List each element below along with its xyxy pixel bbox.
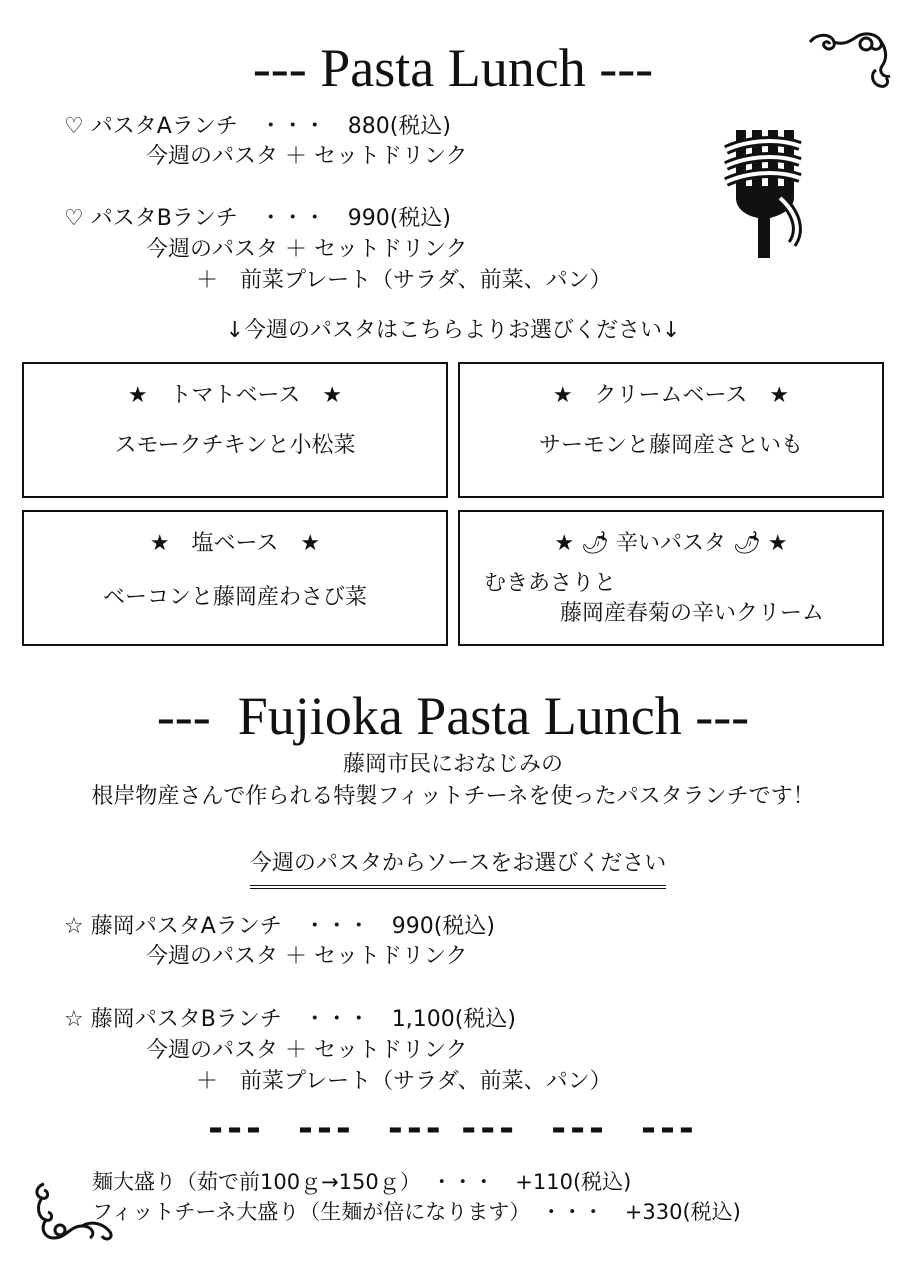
fujioka-set-b-desc1: 今週のパスタ ＋ セットドリンク — [146, 1038, 468, 1063]
box-heading: ★ トマトベース ★ — [127, 383, 343, 408]
box-dish: スモークチキンと小松菜 — [114, 433, 356, 458]
extra-noodle-large: 麺大盛り（茹で前100ｇ→150ｇ） ・・・ +110(税込) — [92, 1170, 632, 1194]
fujioka-set-a-desc: 今週のパスタ ＋ セットドリンク — [146, 944, 468, 969]
fujioka-intro-2: 根岸物産さんで作られる特製フィットチーネを使ったパスタランチです！ — [91, 784, 815, 809]
box-dish-line1: むきあさりと — [484, 571, 617, 596]
box-heading: ★ 🌶 辛いパスタ 🌶 ★ — [554, 531, 788, 556]
set-a-name: ♡ パスタAランチ ・・・ 880(税込) — [64, 114, 451, 139]
box-heading: ★ クリームベース ★ — [552, 383, 790, 408]
set-a-desc: 今週のパスタ ＋ セットドリンク — [146, 144, 468, 169]
fujioka-set-b-name: ☆ 藤岡パスタBランチ ・・・ 1,100(税込) — [64, 1007, 516, 1032]
fujioka-title: --- Fujioka Pasta Lunch --- — [156, 686, 750, 746]
box-dish: ベーコンと藤岡産わさび菜 — [102, 585, 367, 610]
sauce-choose-note-wrap — [0, 830, 906, 889]
box-dish-line2: 藤岡産春菊の辛いクリーム — [560, 601, 825, 626]
box-dish: サーモンと藤岡産さといも — [538, 433, 803, 458]
choose-note: ↓今週のパスタはこちらよりお選びください↓ — [225, 318, 681, 343]
cream-base-box — [458, 362, 884, 498]
box-heading: ★ 塩ベース ★ — [149, 531, 321, 556]
section-separator: --- --- --- --- --- --- — [208, 1108, 698, 1149]
fujioka-set-a-name: ☆ 藤岡パスタAランチ ・・・ 990(税込) — [64, 914, 495, 939]
extra-fettuccine-large: フィットチーネ大盛り（生麺が倍になります） ・・・ +330(税込) — [92, 1200, 741, 1224]
set-b-desc2: ＋ 前菜プレート（サラダ、前菜、パン） — [196, 268, 612, 293]
sauce-choose-note: 今週のパスタからソースをお選びください — [250, 849, 666, 889]
set-b-name: ♡ パスタBランチ ・・・ 990(税込) — [64, 206, 451, 231]
pasta-lunch-title: --- Pasta Lunch --- — [252, 38, 654, 98]
fujioka-set-b-desc2: ＋ 前菜プレート（サラダ、前菜、パン） — [196, 1069, 612, 1094]
corner-flourish-icon — [30, 1180, 116, 1244]
fork-with-pasta-icon — [718, 126, 808, 264]
tomato-base-box — [22, 362, 448, 498]
spicy-pasta-box — [458, 510, 884, 646]
salt-base-box — [22, 510, 448, 646]
fujioka-intro-1: 藤岡市民におなじみの — [342, 752, 563, 777]
set-b-desc1: 今週のパスタ ＋ セットドリンク — [146, 237, 468, 262]
